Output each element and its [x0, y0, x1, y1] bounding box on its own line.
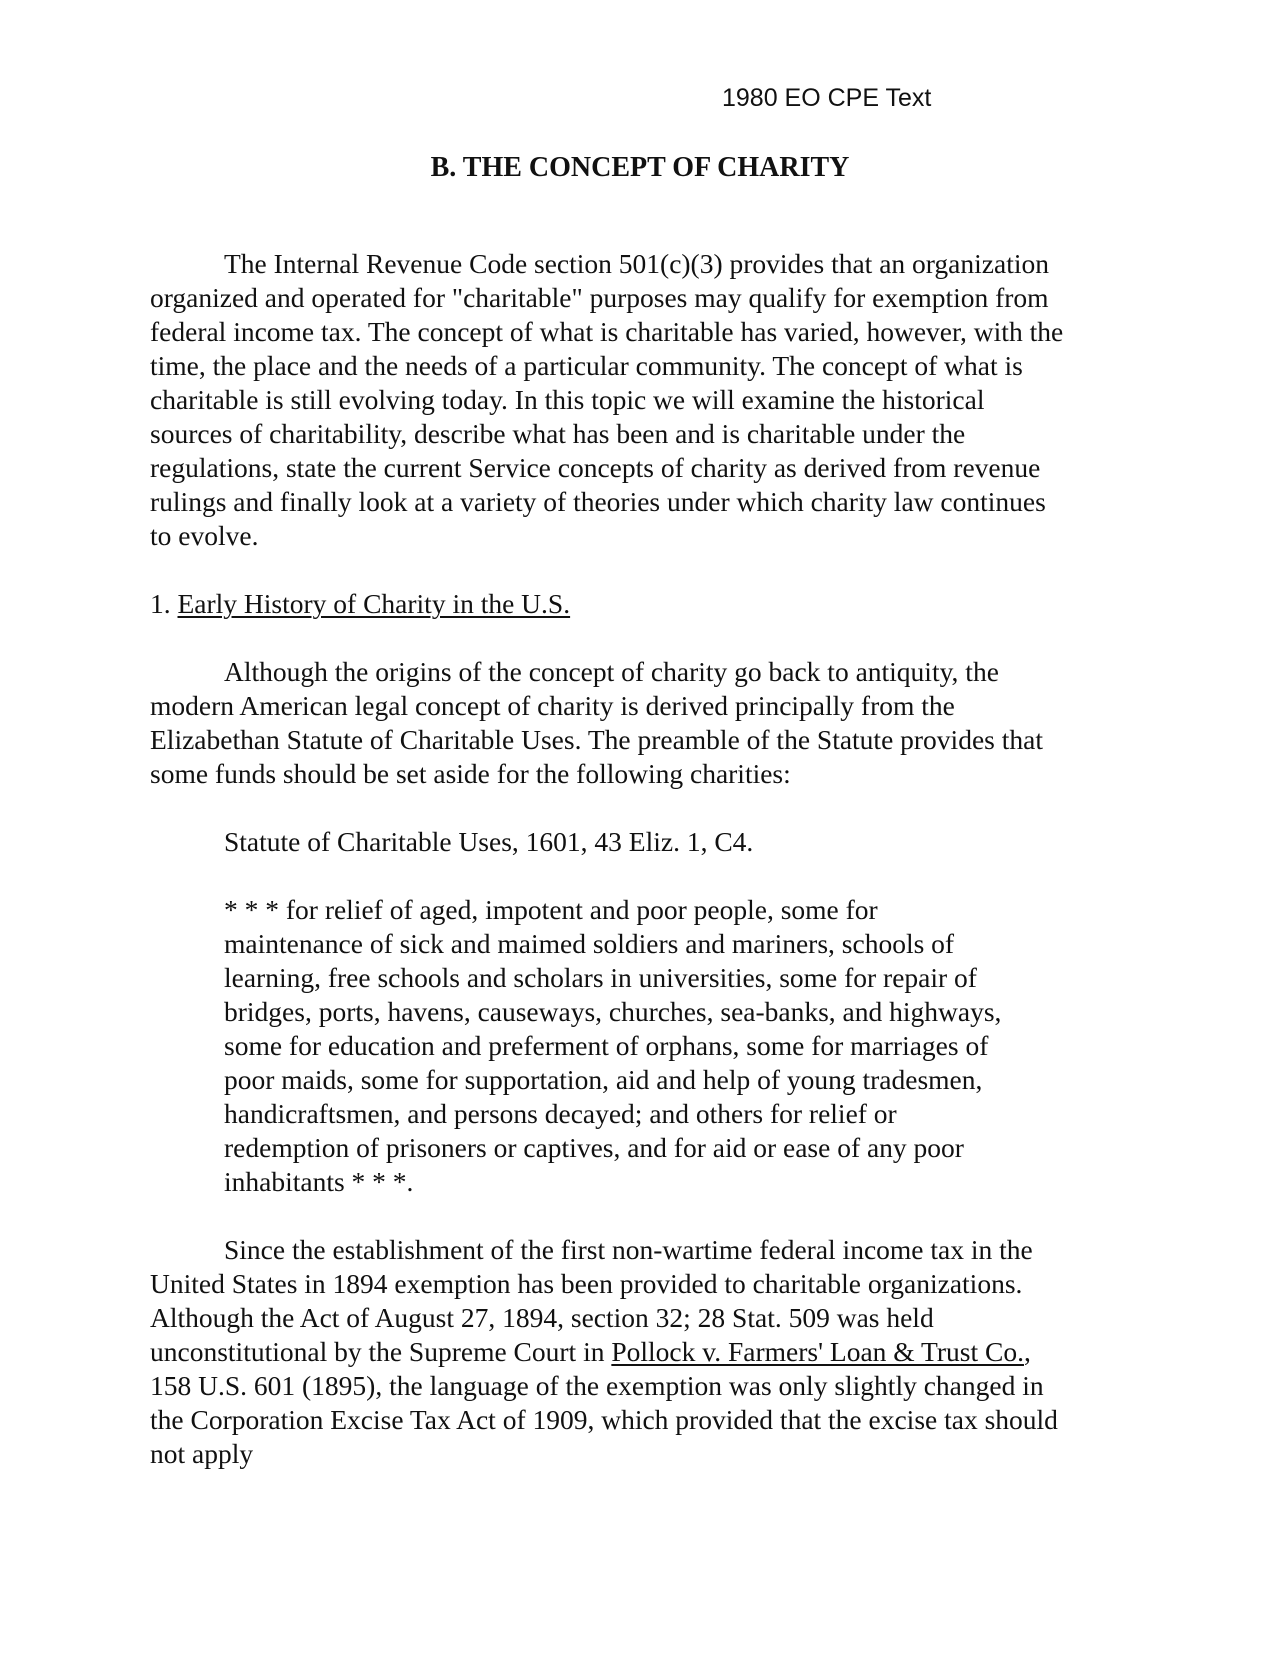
- origins-line: Although the origins of the concept of charity go back to antiquity, the: [224, 656, 999, 687]
- origins-line: Elizabethan Statute of Charitable Uses. The preamble of the Statute provides that: [150, 724, 1043, 755]
- intro-line: organized and operated for "charitable" purposes may qualify for exemption from: [150, 282, 1049, 313]
- section-heading-text: Early History of Charity in the U.S.: [177, 588, 571, 619]
- statute-citation: Statute of Charitable Uses, 1601, 43 Eliz. 1, C4.: [224, 826, 754, 857]
- intro-line: to evolve.: [150, 520, 259, 551]
- quote-line: redemption of prisoners or captives, and for aid or ease of any poor: [224, 1132, 964, 1163]
- intro-line: charitable is still evolving today. In this topic we will examine the historical: [150, 384, 985, 415]
- origins-line: some funds should be set aside for the following charities:: [150, 758, 791, 789]
- quote-line: bridges, ports, havens, causeways, churches, sea-banks, and highways,: [224, 996, 1002, 1027]
- quote-line: learning, free schools and scholars in universities, some for repair of: [224, 962, 977, 993]
- section-heading: [150, 587, 570, 621]
- origins-line: modern American legal concept of charity is derived principally from the: [150, 690, 955, 721]
- intro-line: sources of charitability, describe what has been and is charitable under the: [150, 418, 966, 449]
- quote-line: inhabitants * * *.: [224, 1166, 414, 1197]
- since-line: United States in 1894 exemption has been provided to charitable organizations.: [150, 1268, 1023, 1299]
- document-header-label: 1980 EO CPE Text: [722, 84, 932, 112]
- since-line: 158 U.S. 601 (1895), the language of the exemption was only slightly changed in: [150, 1370, 1044, 1401]
- section-number: 1.: [150, 588, 171, 619]
- since-line-prefix: unconstitutional by the Supreme Court in: [150, 1336, 612, 1367]
- since-line: Although the Act of August 27, 1894, section 32; 28 Stat. 509 was held: [150, 1302, 934, 1333]
- quote-line: some for education and preferment of orphans, some for marriages of: [224, 1030, 989, 1061]
- intro-line: The Internal Revenue Code section 501(c)(3) provides that an organization: [224, 248, 1049, 279]
- intro-line: time, the place and the needs of a particular community. The concept of what is: [150, 350, 1023, 381]
- since-line-with-case: [150, 1335, 1031, 1369]
- since-line: not apply: [150, 1438, 254, 1469]
- intro-line: rulings and finally look at a variety of theories under which charity law continues: [150, 486, 1046, 517]
- quote-line: handicraftsmen, and persons decayed; and others for relief or: [224, 1098, 897, 1129]
- intro-line: federal income tax. The concept of what is charitable has varied, however, with the: [150, 316, 1064, 347]
- quote-line: * * * for relief of aged, impotent and poor people, some for: [224, 894, 878, 925]
- page-title: B. THE CONCEPT OF CHARITY: [430, 152, 850, 183]
- since-line: Since the establishment of the first non-wartime federal income tax in the: [224, 1234, 1033, 1265]
- case-citation: Pollock v. Farmers' Loan & Trust Co.: [611, 1336, 1024, 1367]
- quote-line: poor maids, some for supportation, aid and help of young tradesmen,: [224, 1064, 983, 1095]
- since-line-suffix: ,: [1023, 1336, 1031, 1367]
- intro-line: regulations, state the current Service concepts of charity as derived from revenue: [150, 452, 1041, 483]
- since-line: the Corporation Excise Tax Act of 1909, which provided that the excise tax should: [150, 1404, 1058, 1435]
- quote-line: maintenance of sick and maimed soldiers and mariners, schools of: [224, 928, 955, 959]
